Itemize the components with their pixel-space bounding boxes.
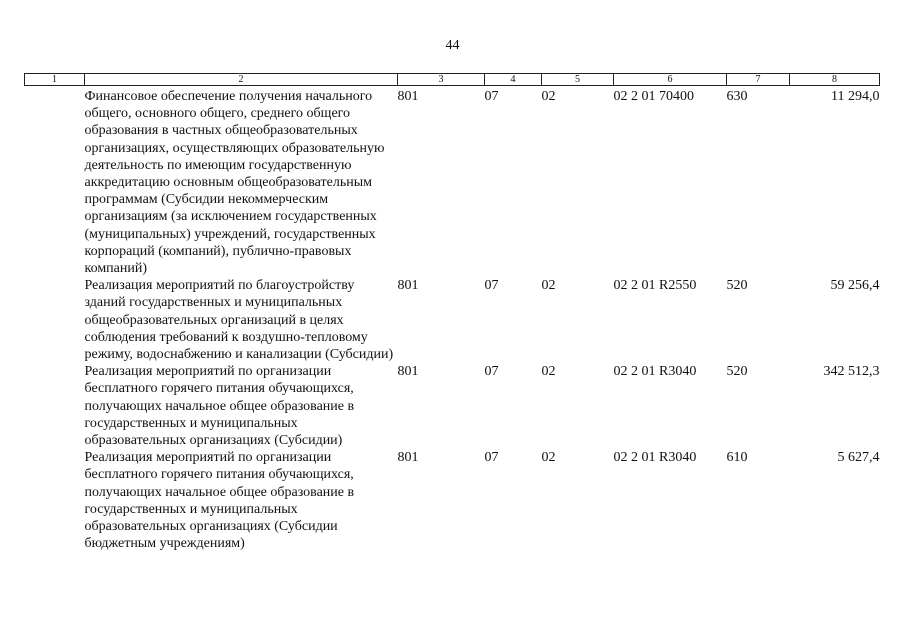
expense-type-cell: 610 (726, 450, 748, 466)
amount-cell: 5 627,4 (837, 450, 880, 466)
expense-type-cell: 520 (726, 278, 748, 294)
budget-table (24, 73, 880, 552)
amount-cell: 59 256,4 (830, 278, 880, 294)
column-header: 2 (85, 74, 398, 86)
expense-type-cell: 520 (726, 364, 748, 380)
target-article-cell: 02 2 01 R2550 (613, 278, 697, 294)
column-number-row (25, 74, 880, 86)
target-article-cell: 02 2 01 R3040 (613, 450, 697, 466)
ved-code-cell: 801 (397, 364, 419, 380)
subsection-code-cell: 02 (541, 450, 556, 466)
column-header: 3 (398, 74, 485, 86)
item-name-cell: Реализация мероприятий по организации бесплатного горячего питания обучающихся, получающих начальное общее образование в государственных и муниципальных образовательных организациях (Субсидии) (84, 364, 355, 449)
target-article-cell: 02 2 01 70400 (613, 89, 694, 104)
table-row (25, 363, 880, 449)
table-row (25, 449, 880, 552)
table-row (25, 277, 880, 363)
section-code-cell: 07 (484, 89, 499, 104)
subsection-code-cell: 02 (541, 364, 556, 380)
column-header: 5 (542, 74, 614, 86)
column-header: 4 (485, 74, 542, 86)
row-number-cell (25, 277, 85, 363)
section-code-cell: 07 (484, 364, 499, 380)
amount-cell: 342 512,3 (823, 364, 880, 380)
expense-type-cell: 630 (726, 89, 748, 104)
column-header: 6 (614, 74, 727, 86)
column-header: 7 (727, 74, 790, 86)
column-header: 1 (25, 74, 85, 86)
table-header (25, 74, 880, 86)
table-row (25, 86, 880, 278)
subsection-code-cell: 02 (541, 89, 556, 104)
row-number-cell (25, 449, 85, 552)
section-code-cell: 07 (484, 450, 499, 466)
ved-code-cell: 801 (397, 89, 419, 104)
item-name-cell: Реализация мероприятий по организации бесплатного горячего питания обучающихся, получающих начальное общее образование в государственных и муниципальных образовательных организациях (Субсидии бюджетным учреждениям) (84, 450, 355, 552)
section-code-cell: 07 (484, 278, 499, 294)
target-article-cell: 02 2 01 R3040 (613, 364, 697, 380)
subsection-code-cell: 02 (541, 278, 556, 294)
item-name-cell: Финансовое обеспечение получения начального общего, основного общего, среднего общего образования в частных общеобразовательных организациях, осуществляющих образовательную деятельность по имеющим государственную аккредитацию основным общеобразовательным программам (Субсидии некоммерческим организациям (за исключением государственных (муниципальных) учреждений, государственных корпораций (компаний), публично-правовых компаний) (84, 89, 385, 277)
item-name-cell: Реализация мероприятий по благоустройству зданий государственных и муниципальных общеобразовательных организаций в целях соблюдения требований к воздушно-тепловому режиму, водоснабжению и канализации (Субсидии) (84, 278, 394, 363)
page-number: 44 (445, 38, 460, 53)
row-number-cell (25, 86, 85, 278)
ved-code-cell: 801 (397, 450, 419, 466)
table-body (25, 86, 880, 553)
ved-code-cell: 801 (397, 278, 419, 294)
column-header: 8 (790, 74, 880, 86)
row-number-cell (25, 363, 85, 449)
amount-cell: 11 294,0 (831, 89, 880, 104)
